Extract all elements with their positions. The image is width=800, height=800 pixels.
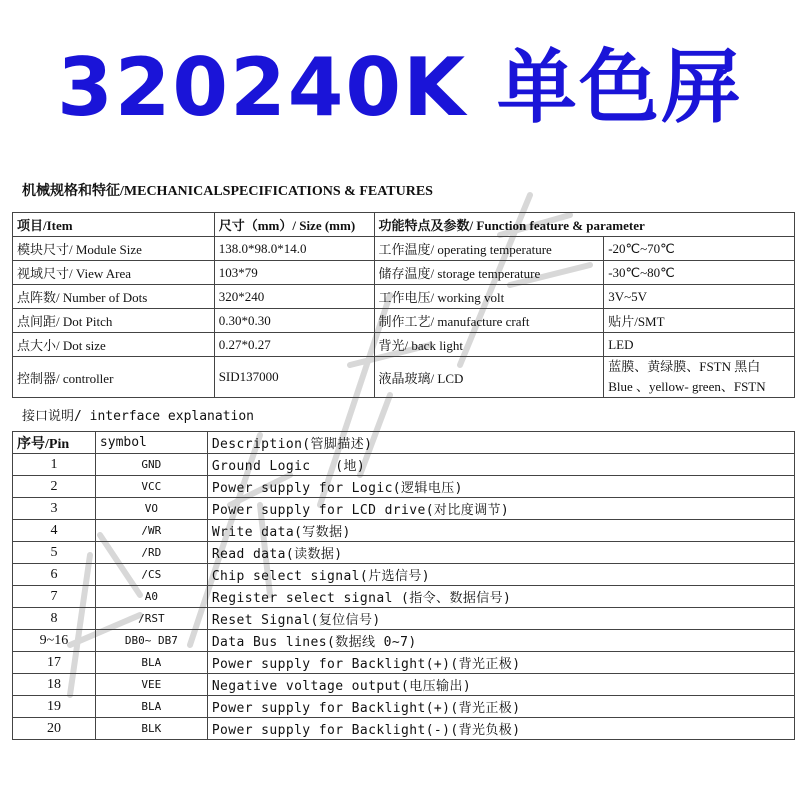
symbol-cell: VEE <box>95 674 207 696</box>
param-cell: 3V~5V <box>604 285 795 309</box>
table-row <box>13 454 795 476</box>
table-row <box>13 476 795 498</box>
header-item: 项目/Item <box>13 213 215 237</box>
item-cell: 控制器/ controller <box>13 357 215 398</box>
pin-cell: 17 <box>13 652 96 674</box>
symbol-cell: /CS <box>95 564 207 586</box>
pin-cell: 4 <box>13 520 96 542</box>
symbol-cell: VO <box>95 498 207 520</box>
page-title: 320240K 单色屏 <box>57 41 743 134</box>
pin-cell: 8 <box>13 608 96 630</box>
symbol-cell: /WR <box>95 520 207 542</box>
item-cell: 点间距/ Dot Pitch <box>13 309 215 333</box>
pin-cell: 19 <box>13 696 96 718</box>
table-header-row <box>13 432 795 454</box>
symbol-cell: DB0~ DB7 <box>95 630 207 652</box>
item-cell: 模块尺寸/ Module Size <box>13 237 215 261</box>
param-cell: -20℃~70℃ <box>604 237 795 261</box>
table-row <box>13 564 795 586</box>
param-cell <box>604 357 795 398</box>
param-cell: 贴片/SMT <box>604 309 795 333</box>
table-row <box>13 608 795 630</box>
size-cell: 320*240 <box>214 285 374 309</box>
pin-cell: 5 <box>13 542 96 564</box>
table-header-row <box>13 213 795 237</box>
param-cell: -30℃~80℃ <box>604 261 795 285</box>
description-cell: Power supply for Backlight(-)(背光负极) <box>207 718 794 740</box>
pin-cell: 7 <box>13 586 96 608</box>
table-row <box>13 718 795 740</box>
description-cell: Data Bus lines(数据线 0~7) <box>207 630 794 652</box>
header-pin: 序号/Pin <box>13 432 96 454</box>
table-row <box>13 498 795 520</box>
table-row <box>13 520 795 542</box>
table-row <box>13 237 795 261</box>
description-cell: Write data(写数据) <box>207 520 794 542</box>
feature-cell: 液晶玻璃/ LCD <box>374 357 604 398</box>
description-cell: Power supply for Backlight(+)(背光正极) <box>207 696 794 718</box>
description-cell: Chip select signal(片选信号) <box>207 564 794 586</box>
item-cell: 点大小/ Dot size <box>13 333 215 357</box>
header-size: 尺寸（mm）/ Size (mm) <box>214 213 374 237</box>
symbol-cell: A0 <box>95 586 207 608</box>
feature-cell: 工作电压/ working volt <box>374 285 604 309</box>
description-cell: Register select signal (指令、数据信号) <box>207 586 794 608</box>
symbol-cell: BLA <box>95 652 207 674</box>
header-feature: 功能特点及参数/ Function feature & parameter <box>374 213 794 237</box>
symbol-cell: /RST <box>95 608 207 630</box>
interface-pin-table <box>12 431 795 740</box>
table-row <box>13 696 795 718</box>
table-row <box>13 333 795 357</box>
table-row <box>13 285 795 309</box>
table-row <box>13 309 795 333</box>
pin-cell: 1 <box>13 454 96 476</box>
pin-cell: 20 <box>13 718 96 740</box>
pin-cell: 18 <box>13 674 96 696</box>
description-cell: Ground Logic (地) <box>207 454 794 476</box>
table-row <box>13 357 795 398</box>
description-cell: Power supply for Logic(逻辑电压) <box>207 476 794 498</box>
table-row <box>13 674 795 696</box>
pin-cell: 3 <box>13 498 96 520</box>
header-symbol: symbol <box>95 432 207 454</box>
symbol-cell: /RD <box>95 542 207 564</box>
feature-cell: 工作温度/ operating temperature <box>374 237 604 261</box>
size-cell: 138.0*98.0*14.0 <box>214 237 374 261</box>
header-description: Description(管脚描述) <box>207 432 794 454</box>
feature-cell: 制作工艺/ manufacture craft <box>374 309 604 333</box>
description-cell: Power supply for Backlight(+)(背光正极) <box>207 652 794 674</box>
pin-cell: 6 <box>13 564 96 586</box>
description-cell: Reset Signal(复位信号) <box>207 608 794 630</box>
param-cell: LED <box>604 333 795 357</box>
feature-cell: 背光/ back light <box>374 333 604 357</box>
table-row <box>13 261 795 285</box>
symbol-cell: BLA <box>95 696 207 718</box>
description-cell: Read data(读数据) <box>207 542 794 564</box>
interface-section-heading: 接口说明/ interface explanation <box>22 409 255 424</box>
size-cell: 0.30*0.30 <box>214 309 374 333</box>
description-cell: Power supply for LCD drive(对比度调节) <box>207 498 794 520</box>
table-row <box>13 630 795 652</box>
size-cell: SID137000 <box>214 357 374 398</box>
description-cell: Negative voltage output(电压输出) <box>207 674 794 696</box>
mechanical-section-heading: 机械规格和特征/MECHANICALSPECIFICATIONS & FEATURES <box>22 184 433 199</box>
table-row <box>13 652 795 674</box>
size-cell: 0.27*0.27 <box>214 333 374 357</box>
mechanical-spec-table <box>12 212 795 398</box>
param-line-1: 蓝膜、黄绿膜、FSTN 黑白 <box>608 359 761 374</box>
item-cell: 视域尺寸/ View Area <box>13 261 215 285</box>
table-row <box>13 586 795 608</box>
size-cell: 103*79 <box>214 261 374 285</box>
param-line-2: Blue 、yellow- green、FSTN <box>608 379 766 394</box>
item-cell: 点阵数/ Number of Dots <box>13 285 215 309</box>
feature-cell: 储存温度/ storage temperature <box>374 261 604 285</box>
symbol-cell: GND <box>95 454 207 476</box>
symbol-cell: VCC <box>95 476 207 498</box>
pin-cell: 2 <box>13 476 96 498</box>
table-row <box>13 542 795 564</box>
symbol-cell: BLK <box>95 718 207 740</box>
pin-cell: 9~16 <box>13 630 96 652</box>
